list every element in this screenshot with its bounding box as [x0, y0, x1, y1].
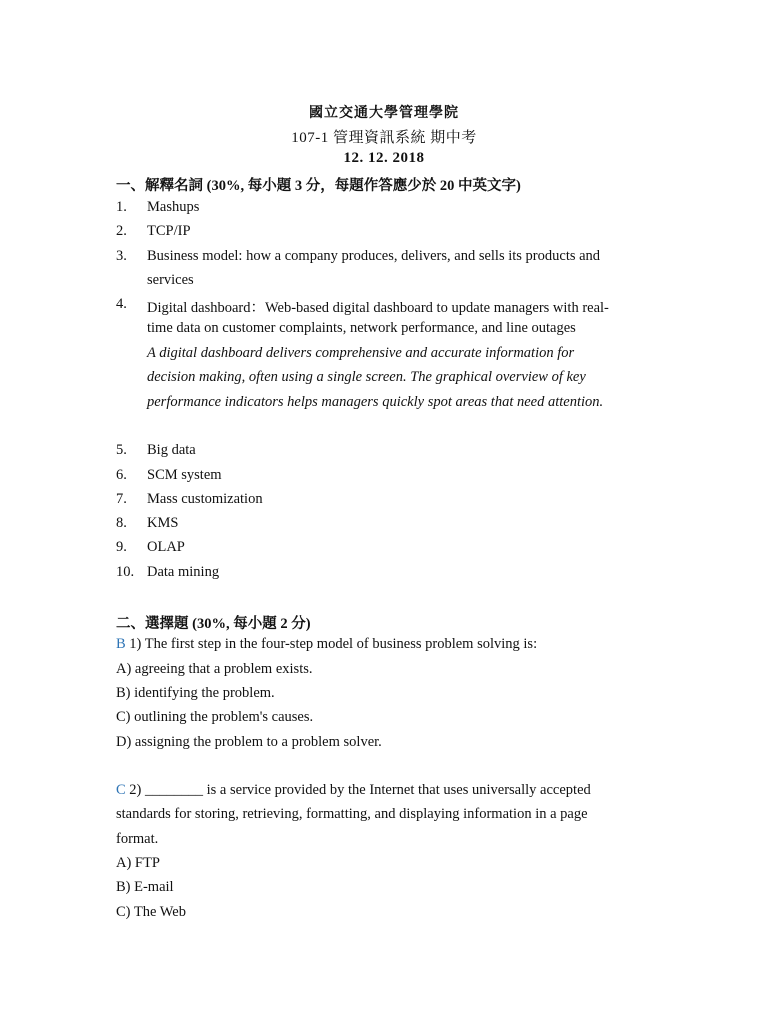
item-number: 2. [116, 223, 127, 239]
item-text: TCP/IP [147, 223, 191, 239]
item-number: 6. [116, 467, 127, 483]
item-number: 7. [116, 491, 127, 507]
question-text-cont: format. [116, 831, 159, 847]
item-text: Mass customization [147, 491, 263, 507]
option: B) E-mail [116, 879, 174, 895]
item-text: Digital dashboard：Web-based digital dashboard to update managers with real- [147, 300, 609, 316]
question-2-stem [116, 782, 591, 799]
item-text: OLAP [147, 539, 185, 555]
option: C) The Web [116, 904, 186, 920]
option: A) FTP [116, 855, 160, 871]
item-number: 9. [116, 539, 127, 555]
fill-blank: ________ [145, 782, 204, 798]
item-text: KMS [147, 515, 179, 531]
item-note: performance indicators helps managers quickly spot areas that need attention. [147, 394, 604, 410]
option: D) assigning the problem to a problem solver. [116, 734, 382, 750]
course-title: 107-1 管理資訊系統 期中考 [291, 130, 477, 146]
school-title: 國立交通大學管理學院 [309, 106, 459, 121]
section2-title: 二、選擇題 (30%, 每小題 2 分) [116, 616, 311, 632]
item-text: Business model: how a company produces, delivers, and sells its products and [147, 248, 601, 264]
question-text: 1) The first step in the four-step model of business problem solving is: [129, 636, 538, 652]
exam-date: 12. 12. 2018 [343, 150, 425, 166]
answer-key: B [116, 636, 126, 652]
item-number: 10. [116, 564, 135, 580]
option: A) agreeing that a problem exists. [116, 661, 313, 677]
item-number: 3. [116, 248, 127, 264]
item-text: SCM system [147, 467, 222, 483]
item-number: 8. [116, 515, 127, 531]
item-note: A digital dashboard delivers comprehensive and accurate information for [147, 345, 575, 361]
item-text: Big data [147, 442, 196, 458]
option: B) identifying the problem. [116, 685, 275, 701]
item-text: Data mining [147, 564, 220, 580]
item-text-cont: services [147, 272, 194, 288]
item-text-cont: time data on customer complaints, network performance, and line outages [147, 320, 576, 336]
item-number: 1. [116, 199, 127, 215]
answer-key: C [116, 782, 126, 798]
question-text: is a service provided by the Internet that uses universally accepted [206, 782, 591, 798]
item-note: decision making, often using a single screen. The graphical overview of key [147, 369, 586, 385]
item-number: 4. [116, 296, 127, 312]
question-number: 2) [129, 782, 142, 798]
section1-title: 一、解釋名詞 (30%, 每小題 3 分，每題作答應少於 20 中英文字) [116, 178, 521, 194]
item-number: 5. [116, 442, 127, 458]
question-1-stem [116, 636, 537, 653]
option: C) outlining the problem's causes. [116, 709, 314, 725]
item-text: Mashups [147, 199, 200, 215]
question-text-cont: standards for storing, retrieving, formatting, and displaying information in a page [116, 806, 588, 822]
